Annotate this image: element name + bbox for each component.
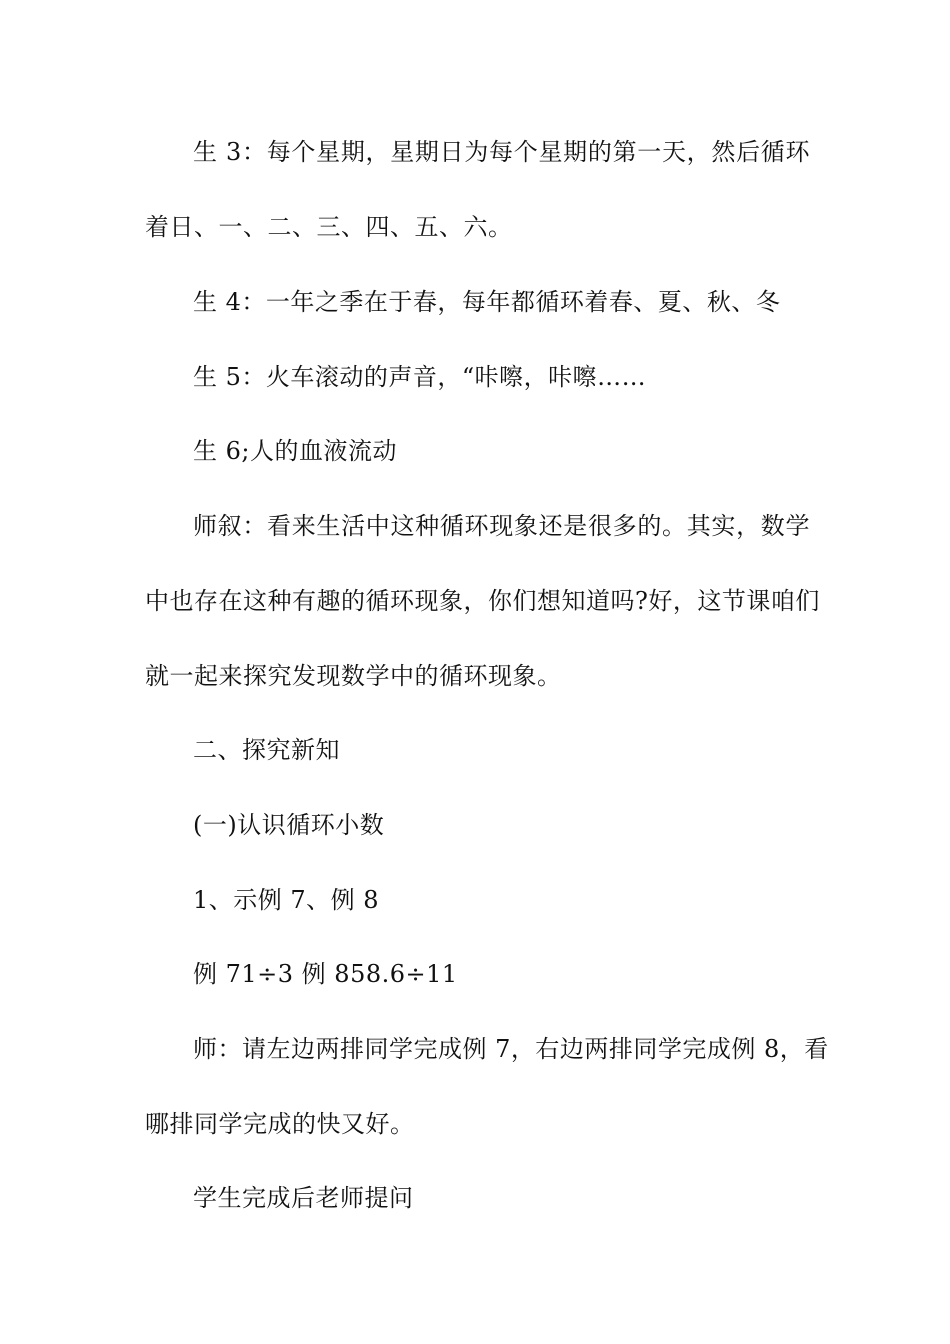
paragraph-line: 1、示例 7、例 8 <box>193 886 380 914</box>
paragraph-line: 生 3：每个星期，星期日为每个星期的第一天，然后循环 <box>193 138 810 166</box>
paragraph-line: 就一起来探究发现数学中的循环现象。 <box>145 662 562 690</box>
paragraph-line: 生 5：火车滚动的声音，“咔嚓，咔嚓…… <box>193 363 647 391</box>
paragraph-line: 着日、一、二、三、四、五、六。 <box>145 213 513 241</box>
paragraph-line: 学生完成后老师提问 <box>193 1184 414 1212</box>
paragraph-line: 师叙：看来生活中这种循环现象还是很多的。其实，数学 <box>193 512 810 540</box>
section-heading: 二、探究新知 <box>193 736 340 764</box>
paragraph-line: 师：请左边两排同学完成例 7，右边两排同学完成例 8，看 <box>193 1035 829 1063</box>
paragraph-line: 中也存在这种有趣的循环现象，你们想知道吗?好，这节课咱们 <box>145 587 820 615</box>
paragraph-line: 哪排同学完成的快又好。 <box>145 1110 415 1138</box>
paragraph-line: 例 71÷3 例 858.6÷11 <box>193 960 458 988</box>
subsection-heading: (一)认识循环小数 <box>193 811 385 839</box>
paragraph-line: 生 4：一年之季在于春，每年都循环着春、夏、秋、冬 <box>193 288 781 316</box>
paragraph-line: 生 6;人的血液流动 <box>193 437 397 465</box>
